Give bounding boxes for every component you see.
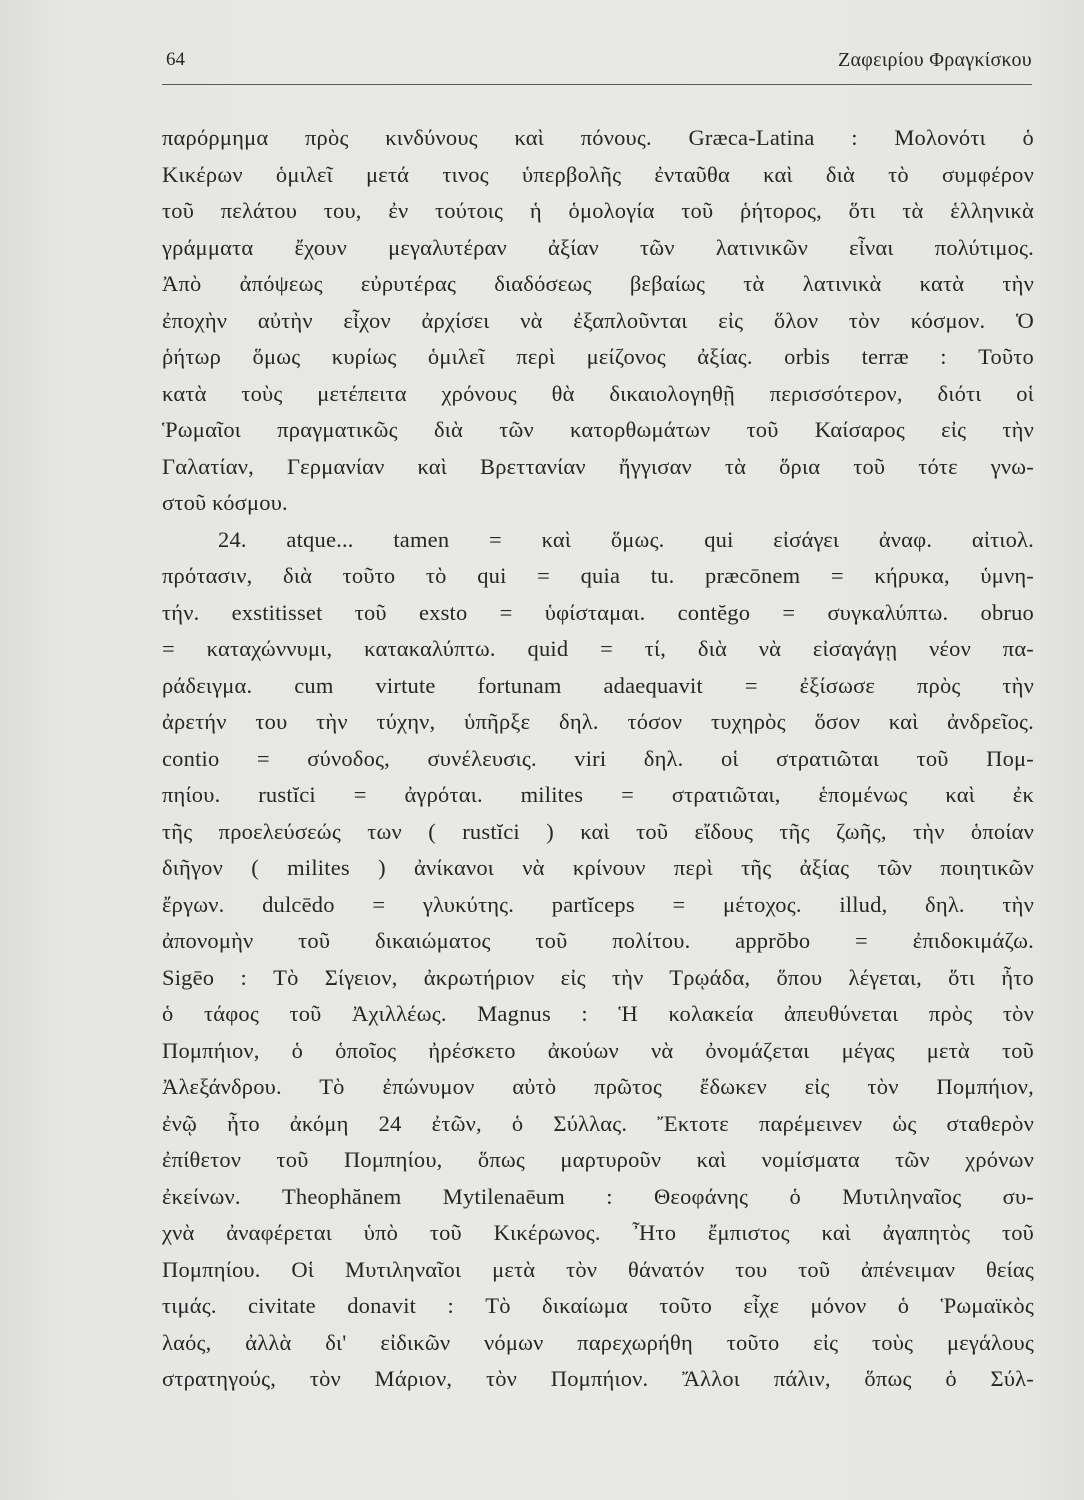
text-line: Sigēo : Τὸ Σίγειον, ἀκρωτήριον εἰς τὴν Τρῳάδα, ὅπου λέγεται, ὅτι ἦτο	[162, 964, 1034, 990]
text-line: ὁ τάφος τοῦ Ἀχιλλέως. Magnus : Ἡ κολακεία ἀπευθύνεται πρὸς τὸν	[162, 1001, 1034, 1026]
text-line: χνὰ ἀναφέρεται ὑπὸ τοῦ Κικέρωνος. Ἦτο ἔμπιστος καὶ ἀγαπητὸς τοῦ	[162, 1220, 1034, 1245]
text-line: ἀπονομὴν τοῦ δικαιώματος τοῦ πολίτου. apprŏbo = ἐπιδοκιμάζω.	[162, 928, 1034, 953]
text-line: τήν. exstitisset τοῦ exsto = ὑφίσταμαι. contĕgo = συγκαλύπτω. obruo	[162, 599, 1034, 625]
text-line: τοῦ πελάτου του, ἐν τούτοις ἡ ὁμολογία τοῦ ῥήτορος, ὅτι τὰ ἑλληνικὰ	[162, 198, 1034, 223]
text-line: ἐποχὴν αὐτὴν εἶχον ἀρχίσει νὰ ἐξαπλοῦνται εἰς ὅλον τὸν κόσμον. Ὁ	[162, 307, 1034, 333]
text-line: ἀρετήν του τὴν τύχην, ὑπῆρξε δηλ. τόσον τυχηρὸς ὅσον καὶ ἀνδρεῖος.	[162, 709, 1034, 734]
text-line: 24. atque... tamen = καὶ ὅμως. qui εἰσάγει ἀναφ. αἰτιολ.	[218, 526, 1034, 552]
text-line: λαός, ἀλλὰ δι' εἰδικῶν νόμων παρεχωρήθη τοῦτο εἰς τοὺς μεγάλους	[162, 1329, 1034, 1355]
text-line: Ἀπὸ ἀπόψεως εὐρυτέρας διαδόσεως βεβαίως τὰ λατινικὰ κατὰ τὴν	[162, 271, 1034, 296]
running-title: Ζαφειρίου Φραγκίσκου	[838, 49, 1032, 71]
body-text	[162, 120, 1034, 1398]
text-line: ἐκείνων. Theophănem Mytilenaēum : Θεοφάνης ὁ Μυτιληναῖος συ-	[162, 1183, 1034, 1209]
text-line: γράμματα ἔχουν μεγαλυτέραν ἀξίαν τῶν λατινικῶν εἶναι πολύτιμος.	[162, 234, 1034, 260]
text-line: ἔργων. dulcēdo = γλυκύτης. partĭceps = μέτοχος. illud, δηλ. τὴν	[162, 891, 1034, 917]
text-line: παρόρμημα πρὸς κινδύνους καὶ πόνους. Græca-Latina : Μολονότι ὁ	[162, 125, 1034, 150]
text-line: πρότασιν, διὰ τοῦτο τὸ qui = quia tu. præcōnem = κήρυκα, ὑμνη-	[162, 563, 1034, 588]
text-line: διῆγον ( milites ) ἀνίκανοι νὰ κρίνουν περὶ τῆς ἀξίας τῶν ποιητικῶν	[162, 855, 1034, 880]
text-line: Πομπηίου. Οἱ Μυτιληναῖοι μετὰ τὸν θάνατόν του τοῦ ἀπένειμαν θείας	[162, 1256, 1034, 1282]
text-line: Γαλατίαν, Γερμανίαν καὶ Βρεττανίαν ἤγγισαν τὰ ὅρια τοῦ τότε γνω-	[162, 453, 1034, 479]
text-line: Ἀλεξάνδρου. Τὸ ἐπώνυμον αὐτὸ πρῶτος ἔδωκεν εἰς τὸν Πομπήιον,	[162, 1074, 1034, 1099]
text-line: πηίου. rustĭci = ἀγρόται. milites = στρατιῶται, ἑπομένως καὶ ἐκ	[162, 782, 1034, 807]
text-line: Πομπήιον, ὁ ὁποῖος ἠρέσκετο ἀκούων νὰ ὀνομάζεται μέγας μετὰ τοῦ	[162, 1037, 1034, 1063]
text-line: τῆς προελεύσεώς των ( rustĭci ) καὶ τοῦ εἴδους τῆς ζωῆς, τὴν ὁποίαν	[162, 818, 1034, 844]
text-line: Κικέρων ὁμιλεῖ μετά τινος ὑπερβολῆς ἐνταῦθα καὶ διὰ τὸ συμφέρον	[162, 161, 1034, 187]
text-line: Ῥωμαῖοι πραγματικῶς διὰ τῶν κατορθωμάτων τοῦ Καίσαρος εἰς τὴν	[162, 417, 1034, 442]
page-number: 64	[166, 49, 185, 70]
text-line: κατὰ τοὺς μετέπειτα χρόνους θὰ δικαιολογηθῇ περισσότερον, διότι οἱ	[162, 380, 1034, 406]
text-line: στρατηγούς, τὸν Μάριον, τὸν Πομπήιον. Ἄλλοι πάλιν, ὅπως ὁ Σύλ-	[162, 1366, 1034, 1391]
page-header	[162, 44, 1032, 85]
text-line: contio = σύνοδος, συνέλευσις. viri δηλ. οἱ στρατιῶται τοῦ Πομ-	[162, 745, 1034, 771]
text-line: στοῦ κόσμου.	[162, 490, 288, 515]
text-line: ράδειγμα. cum virtute fortunam adaequavit = ἐξίσωσε πρὸς τὴν	[162, 672, 1034, 698]
text-line: ἐνῷ ἦτο ἀκόμη 24 ἐτῶν, ὁ Σύλλας. Ἔκτοτε παρέμεινεν ὡς σταθερὸν	[162, 1110, 1034, 1136]
text-line: τιμάς. civitate donavit : Τὸ δικαίωμα τοῦτο εἶχε μόνον ὁ Ῥωμαϊκὸς	[162, 1293, 1034, 1318]
text-line: = καταχώννυμι, κατακαλύπτω. quid = τί, διὰ νὰ εἰσαγάγῃ νέον πα-	[162, 636, 1034, 661]
text-line: ἐπίθετον τοῦ Πομπηίου, ὅπως μαρτυροῦν καὶ νομίσματα τῶν χρόνων	[162, 1147, 1034, 1172]
text-line: ῥήτωρ ὅμως κυρίως ὁμιλεῖ περὶ μείζονος ἀξίας. orbis terræ : Τοῦτο	[162, 344, 1034, 369]
